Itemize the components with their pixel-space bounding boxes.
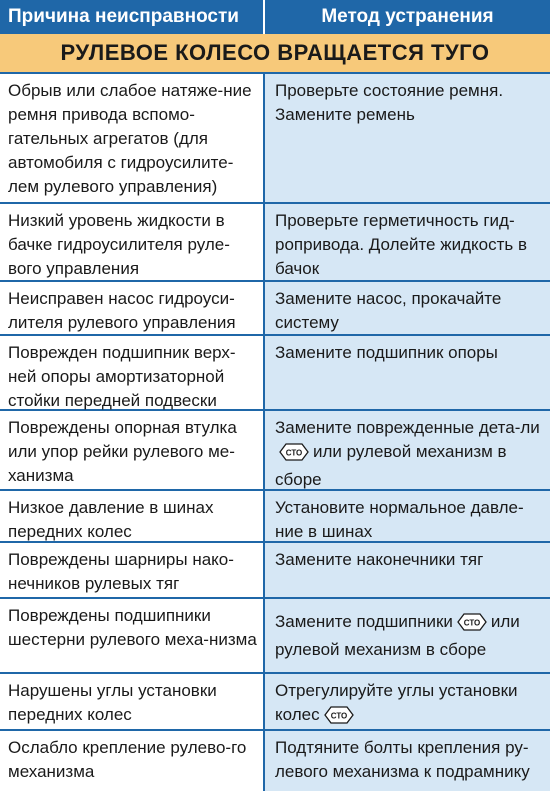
cause-cell: Поврежден подшипник верх-ней опоры амортизаторной стойки передней подвески: [0, 336, 263, 409]
cause-cell: Обрыв или слабое натяже-ние ремня привода вспомо-гательных агрегатов (для автомобиля с гидроусилите-лем рулевого управления): [0, 74, 263, 202]
table-row: [0, 336, 550, 411]
table-row: [0, 491, 550, 543]
table-row: [0, 599, 550, 674]
fix-text: Отрегулируйте углы установки колес: [275, 681, 518, 724]
fix-text: или рулевой механизм в сборе: [275, 442, 507, 489]
table-row: [0, 204, 550, 282]
cause-cell: Повреждены подшипники шестерни рулевого меха-низма: [0, 599, 263, 672]
fix-cell: Замените насос, прокачайте систему: [263, 282, 550, 334]
cause-cell: Ослабло крепление рулево-го механизма: [0, 731, 263, 791]
fix-cell: Проверьте состояние ремня. Замените ремень: [263, 74, 550, 202]
service-station-icon: [279, 443, 309, 468]
table-row: [0, 282, 550, 336]
table-row: [0, 411, 550, 491]
fix-cell: Подтяните болты крепления ру-левого механизма к подрамнику: [263, 731, 550, 791]
fix-cell: Замените подшипник опоры: [263, 336, 550, 409]
cause-cell: Нарушены углы установки передних колес: [0, 674, 263, 729]
service-station-icon: [324, 706, 354, 731]
fix-cell: [263, 411, 550, 489]
header-fix: Метод устранения: [321, 6, 494, 27]
cause-cell: Низкое давление в шинах передних колес: [0, 491, 263, 541]
cause-cell: Неисправен насос гидроуси-лителя рулевого управления: [0, 282, 263, 334]
cause-cell: Низкий уровень жидкости в бачке гидроусилителя руле-вого управления: [0, 204, 263, 280]
service-station-icon-label: СТО: [285, 448, 303, 458]
table-row: [0, 731, 550, 791]
fix-text: Замените поврежденные дета-ли: [275, 418, 540, 437]
table-header: [0, 0, 550, 34]
cause-cell: Повреждены шарниры нако-нечников рулевых тяг: [0, 543, 263, 597]
table-row: [0, 674, 550, 731]
service-station-icon: [457, 613, 487, 638]
fix-text: Замените подшипники: [275, 612, 453, 631]
section-title: РУЛЕВОЕ КОЛЕСО ВРАЩАЕТСЯ ТУГО: [0, 34, 550, 74]
fix-cell: [263, 599, 550, 672]
service-station-icon-label: СТО: [330, 711, 347, 721]
header-cause: Причина неисправности: [8, 6, 239, 27]
cause-cell: Повреждены опорная втулка или упор рейки рулевого ме-ханизма: [0, 411, 263, 489]
table-row: [0, 74, 550, 204]
service-station-icon-label: СТО: [463, 618, 481, 628]
fix-cell: Проверьте герметичность гид-ропривода. Долейте жидкость в бачок: [263, 204, 550, 280]
fix-text: или рулевой механизм в сборе: [275, 612, 520, 659]
fix-cell: [263, 674, 550, 729]
fix-cell: Замените наконечники тяг: [263, 543, 550, 597]
fix-cell: Установите нормальное давле-ние в шинах: [263, 491, 550, 541]
table-row: [0, 543, 550, 599]
